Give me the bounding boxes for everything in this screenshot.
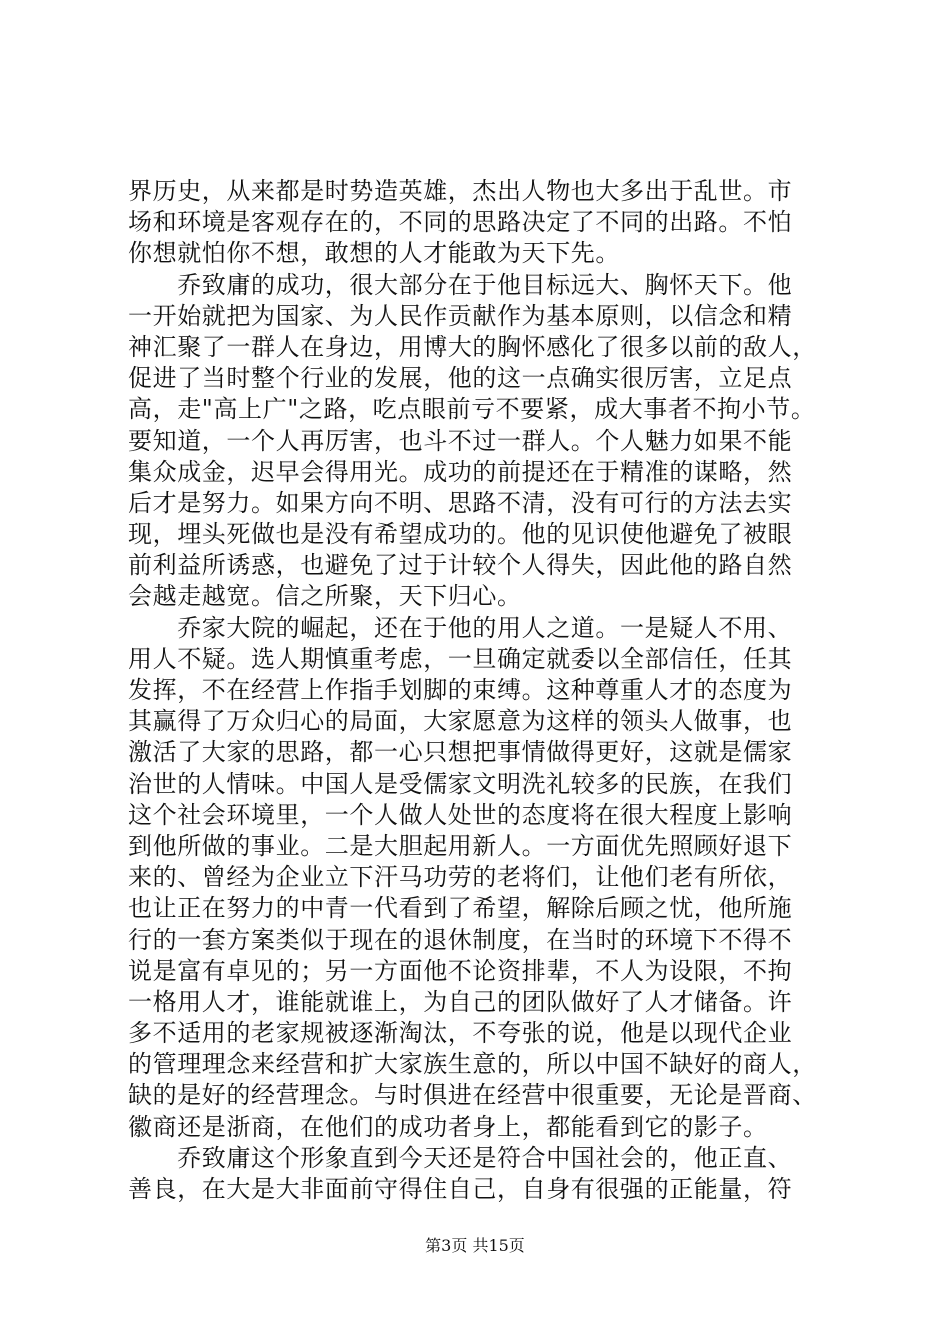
text-line: 要知道，一个人再厉害，也斗不过一群人。个人魅力如果不能 (128, 426, 793, 455)
text-line: 场和环境是客观存在的，不同的思路决定了不同的出路。不怕 (128, 208, 793, 237)
text-line: 现，埋头死做也是没有希望成功的。他的见识使他避免了被眼 (128, 520, 793, 549)
text-line: 多不适用的老家规被逐渐淘汰，不夸张的说，他是以现代企业 (128, 1019, 793, 1048)
text-line: 善良，在大是大非面前守得住自己，自身有很强的正能量，符 (128, 1175, 793, 1203)
text-line: 说是富有卓见的；另一方面他不论资排辈，不人为设限，不拘 (128, 956, 793, 985)
text-line: 前利益所诱惑，也避免了过于计较个人得失，因此他的路自然 (128, 551, 793, 580)
text-line: 这个社会环境里，一个人做人处世的态度将在很大程度上影响 (128, 800, 793, 829)
text-line: 集众成金，迟早会得用光。成功的前提还在于精准的谋略，然 (128, 457, 793, 486)
text-line: 促进了当时整个行业的发展，他的这一点确实很厉害，立足点 (128, 364, 793, 393)
text-line: 你想就怕你不想，敢想的人才能敢为天下先。 (128, 239, 620, 268)
text-line: 也让正在努力的中青一代看到了希望，解除后顾之忧，他所施 (128, 894, 793, 923)
text-line: 乔致庸的成功，很大部分在于他目标远大、胸怀天下。他 (128, 270, 793, 299)
text-line: 一格用人才，谁能就谁上，为自己的团队做好了人才储备。许 (128, 987, 793, 1016)
text-line: 到他所做的事业。二是大胆起用新人。一方面优先照顾好退下 (128, 831, 793, 860)
text-line: 其赢得了万众归心的局面，大家愿意为这样的领头人做事，也 (128, 707, 793, 736)
text-line: 乔家大院的崛起，还在于他的用人之道。一是疑人不用、 (128, 613, 793, 642)
text-line: 来的、曾经为企业立下汗马功劳的老将们，让他们老有所依， (128, 863, 793, 892)
text-line: 后才是努力。如果方向不明、思路不清，没有可行的方法去实 (128, 488, 793, 517)
text-line: 徽商还是浙商，在他们的成功者身上，都能看到它的影子。 (128, 1112, 768, 1141)
text-line: 行的一套方案类似于现在的退休制度，在当时的环境下不得不 (128, 925, 793, 954)
page-footer: 第3页 共15页 (425, 1236, 525, 1255)
text-line: 激活了大家的思路，都一心只想把事情做得更好，这就是儒家 (128, 738, 793, 767)
text-line: 发挥，不在经营上作指手划脚的束缚。这种尊重人才的态度为 (128, 676, 793, 704)
text-line: 高，走"高上广"之路，吃点眼前亏不要紧，成大事者不拘小节。 (128, 395, 816, 424)
text-line: 治世的人情味。中国人是受儒家文明洗礼较多的民族，在我们 (128, 769, 793, 798)
text-line: 神汇聚了一群人在身边，用博大的胸怀感化了很多以前的敌人， (128, 332, 817, 361)
text-line: 界历史，从来都是时势造英雄，杰出人物也大多出于乱世。市 (128, 177, 793, 205)
text-line: 会越走越宽。信之所聚，天下归心。 (128, 582, 522, 611)
text-line: 乔致庸这个形象直到今天还是符合中国社会的，他正直、 (128, 1143, 793, 1172)
text-line: 用人不疑。选人期慎重考虑，一旦确定就委以全部信任，任其 (128, 644, 793, 673)
text-line: 的管理理念来经营和扩大家族生意的，所以中国不缺好的商人， (128, 1050, 817, 1079)
body-text (128, 176, 833, 1205)
text-line: 一开始就把为国家、为人民作贡献作为基本原则，以信念和精 (128, 301, 793, 330)
text-line: 缺的是好的经营理念。与时俱进在经营中很重要，无论是晋商、 (128, 1081, 817, 1110)
